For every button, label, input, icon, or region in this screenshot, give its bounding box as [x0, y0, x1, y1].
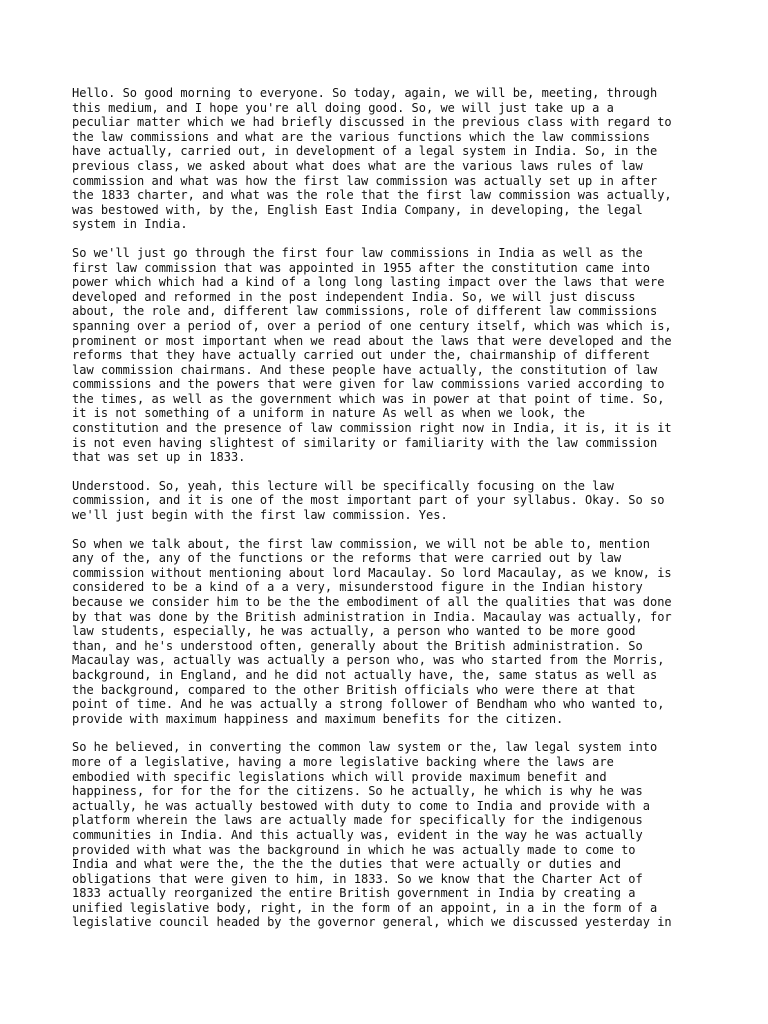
paragraph-4: So when we talk about, the first law commission, we will not be able to, mention any of the, any of the functions or the reforms that were carried out by law commission without mentioning about lord Macaulay. So lord Macaulay, as we know, is considered to be a kind of a a very, misunderstood figure in the Indian history because we consider him to be the the embodiment of all the qualities that was done by that was done by the British administration in India. Macaulay was actually, for law students, especially, he was actually, a person who wanted to be more good than, and he's understood often, generally about the British administration. So Macaulay was, actually was actually a person who, was who started from the Morris, background, in England, and he did not actually have, the, same status as well as the background, compared to the other British officials who were there at that point of time. And he was actually a strong follower of Bendham who who wanted to, provide with maximum happiness and maximum benefits for the citizen.	[72, 536, 672, 726]
document-page	[72, 86, 712, 944]
paragraph-3: Understood. So, yeah, this lecture will be specifically focusing on the law commission, and it is one of the most important part of your syllabus. Okay. So so we'll just begin with the first law commission. Yes.	[72, 478, 665, 523]
paragraph-1: Hello. So good morning to everyone. So today, again, we will be, meeting, through this medium, and I hope you're all doing good. So, we will just take up a a peculiar matter which we had briefly discussed in the previous class with regard to the law commissions and what are the various functions which the law commissions have actually, carried out, in development of a legal system in India. So, in the previous class, we asked about what does what are the various laws rules of law commission and what was how the first law commission was actually set up in after the 1833 charter, and what was the role that the first law commission was actually, was bestowed with, by the, English East India Company, in developing, the legal system in India.	[72, 86, 672, 232]
paragraph-2: So we'll just go through the first four law commissions in India as well as the first law commission that was appointed in 1955 after the constitution came into power which which had a kind of a long long lasting impact over the laws that were developed and reformed in the post independent India. So, we will just discuss about, the role and, different law commissions, role of different law commissions spanning over a period of, over a period of one century itself, which was which is, prominent or most important when we read about the laws that were developed and the reforms that they have actually carried out under the, chairmanship of different law commission chairmans. And these people have actually, the constitution of law commissions and the powers that were given for law commissions varied according to the times, as well as the government which was in power at that point of time. So, it is not something of a uniform in nature As well as when we look, the constitution and the presence of law commission right now in India, it is, it is it is not even having slightest of similarity or familiarity with the law commission that was set up in 1833.	[72, 245, 672, 465]
paragraph-5: So he believed, in converting the common law system or the, law legal system into more of a legislative, having a more legislative backing where the laws are embodied with specific legislations which will provide maximum benefit and happiness, for for the for the citizens. So he actually, he which is why he was actually, he was actually bestowed with duty to come to India and provide with a platform wherein the laws are actually made for specifically for the indigenous communities in India. And this actually was, evident in the way he was actually provided with what was the background in which he was actually made to come to India and what were the, the the the duties that were actually or duties and obligations that were given to him, in 1833. So we know that the Charter Act of 1833 actually reorganized the entire British government in India by creating a unified legislative body, right, in the form of an appoint, in a in the form of a legislative council headed by the governor general, which we discussed yesterday in	[72, 740, 672, 930]
